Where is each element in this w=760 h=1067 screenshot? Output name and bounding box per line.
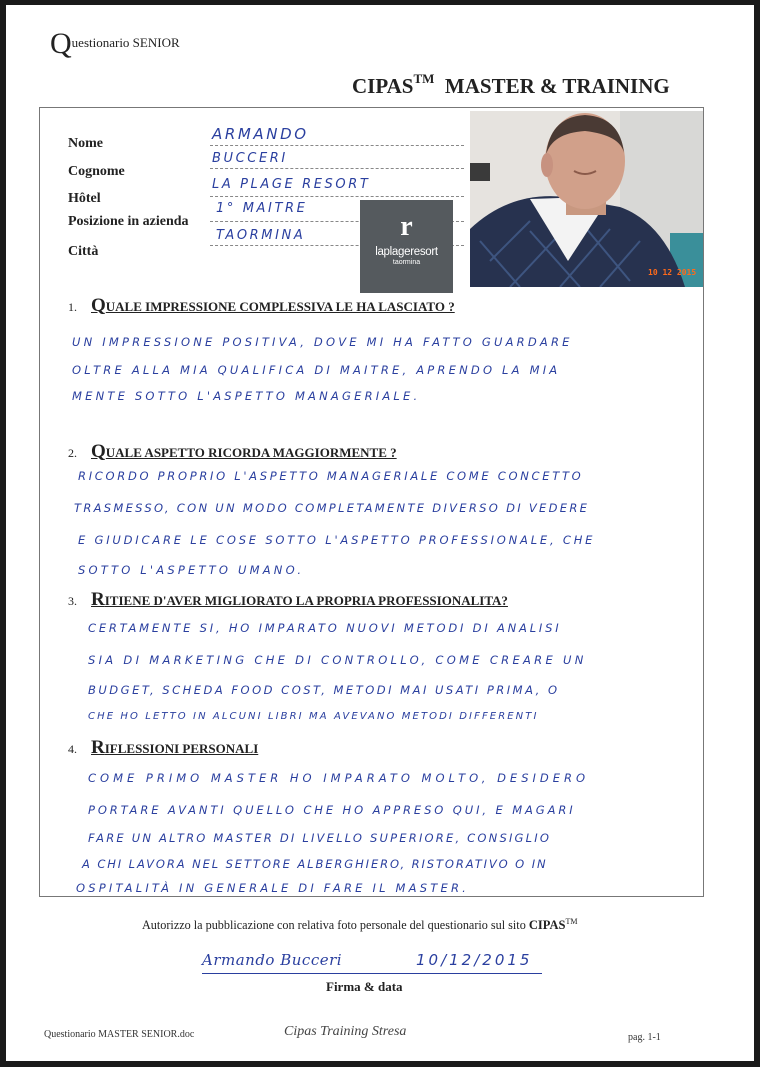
logo-city: taormina: [392, 259, 421, 266]
hotel-logo: [360, 200, 453, 293]
signature-date-label: Firma & data: [326, 979, 403, 994]
answer-4-line-1: COME PRIMO MASTER HO IMPARATO MOLTO, DESIDERO: [88, 771, 590, 785]
field-line-hotel: [210, 196, 464, 197]
answer-1-line-3: MENTE SOTTO L'ASPETTO MANAGERIALE.: [72, 389, 421, 403]
question-1: 1. QUALE IMPRESSIONE COMPLESSIVA LE HA LASCIATO ?: [68, 295, 455, 316]
value-posizione: 1° MAITRE: [216, 201, 308, 216]
logo-name: laplageresort: [375, 246, 438, 258]
question-2: 2. QUALE ASPETTO RICORDA MAGGIORMENTE ?: [68, 441, 397, 462]
footer-organization: Cipas Training Stresa: [284, 1024, 407, 1039]
answer-4-line-4: A CHI LAVORA NEL SETTORE ALBERGHIERO, RISTORATIVO O IN: [82, 857, 548, 871]
answer-3-line-4: CHE HO LETTO IN ALCUNI LIBRI MA AVEVANO METODI DIFFERENTI: [88, 711, 539, 722]
answer-2-line-3: E GIUDICARE LE COSE SOTTO L'ASPETTO PROFESSIONALE, CHE: [78, 533, 596, 547]
answer-2-line-1: RICORDO PROPRIO L'ASPETTO MANAGERIALE COME CONCETTO: [78, 469, 584, 483]
label-cognome: Cognome: [68, 164, 125, 179]
value-cognome: BUCCERI: [212, 151, 288, 166]
question-3: 3. RITIENE D'AVER MIGLIORATO LA PROPRIA PROFESSIONALITA?: [68, 589, 508, 610]
label-posizione: Posizione in azienda: [68, 214, 189, 229]
logo-mark: r: [400, 211, 413, 242]
value-nome: ARMANDO: [212, 125, 309, 143]
label-citta: Città: [68, 244, 99, 259]
answer-4-line-3: FARE UN ALTRO MASTER DI LIVELLO SUPERIORE, CONSIGLIO: [88, 831, 552, 845]
field-line-cognome: [210, 168, 464, 169]
answer-2-line-2: TRASMESSO, CON UN MODO COMPLETAMENTE DIVERSO DI VEDERE: [74, 501, 590, 515]
answer-1-line-1: UN IMPRESSIONE POSITIVA, DOVE MI HA FATTO GUARDARE: [72, 335, 573, 349]
footer-page-number: pag. 1-1: [628, 1032, 661, 1043]
authorization-text: Autorizzo la pubblicazione con relativa foto personale del questionario sul sito CIPAS™: [142, 917, 578, 933]
answer-4-line-2: PORTARE AVANTI QUELLO CHE HO APPRESO QUI, E MAGARI: [88, 803, 576, 817]
portrait-photo: [470, 111, 703, 287]
label-nome: Nome: [68, 136, 103, 151]
form-page: [6, 5, 754, 1061]
answer-2-line-4: SOTTO L'ASPETTO UMANO.: [78, 563, 305, 577]
program-title: CIPAS™ MASTER & TRAINING: [352, 71, 670, 98]
signature-name: Armando Bucceri: [202, 951, 343, 969]
answer-1-line-2: OLTRE ALLA MIA QUALIFICA DI MAITRE, APRENDO LA MIA: [72, 363, 561, 377]
signature-line: [202, 973, 542, 974]
signature: [202, 947, 542, 977]
form-type-title: Questionario SENIOR: [50, 27, 180, 60]
photo-date-stamp: 10 12 2015: [648, 268, 697, 277]
answer-3-line-2: SIA DI MARKETING CHE DI CONTROLLO, COME CREARE UN: [88, 653, 587, 667]
answer-4-line-5: OSPITALITÀ IN GENERALE DI FARE IL MASTER.: [76, 881, 469, 895]
value-hotel: LA PLAGE RESORT: [212, 177, 371, 192]
answer-3-line-3: BUDGET, SCHEDA FOOD COST, METODI MAI USATI PRIMA, O: [88, 683, 560, 697]
answer-3-line-1: CERTAMENTE SI, HO IMPARATO NUOVI METODI DI ANALISI: [88, 621, 562, 635]
signature-date: 10/12/2015: [416, 951, 533, 969]
value-citta: TAORMINA: [216, 228, 306, 243]
footer-filename: Questionario MASTER SENIOR.doc: [44, 1029, 195, 1040]
question-4: 4. RIFLESSIONI PERSONALI: [68, 737, 259, 758]
portrait-illustration: [470, 111, 703, 287]
label-hotel: Hôtel: [68, 191, 101, 206]
field-line-nome: [210, 145, 464, 146]
